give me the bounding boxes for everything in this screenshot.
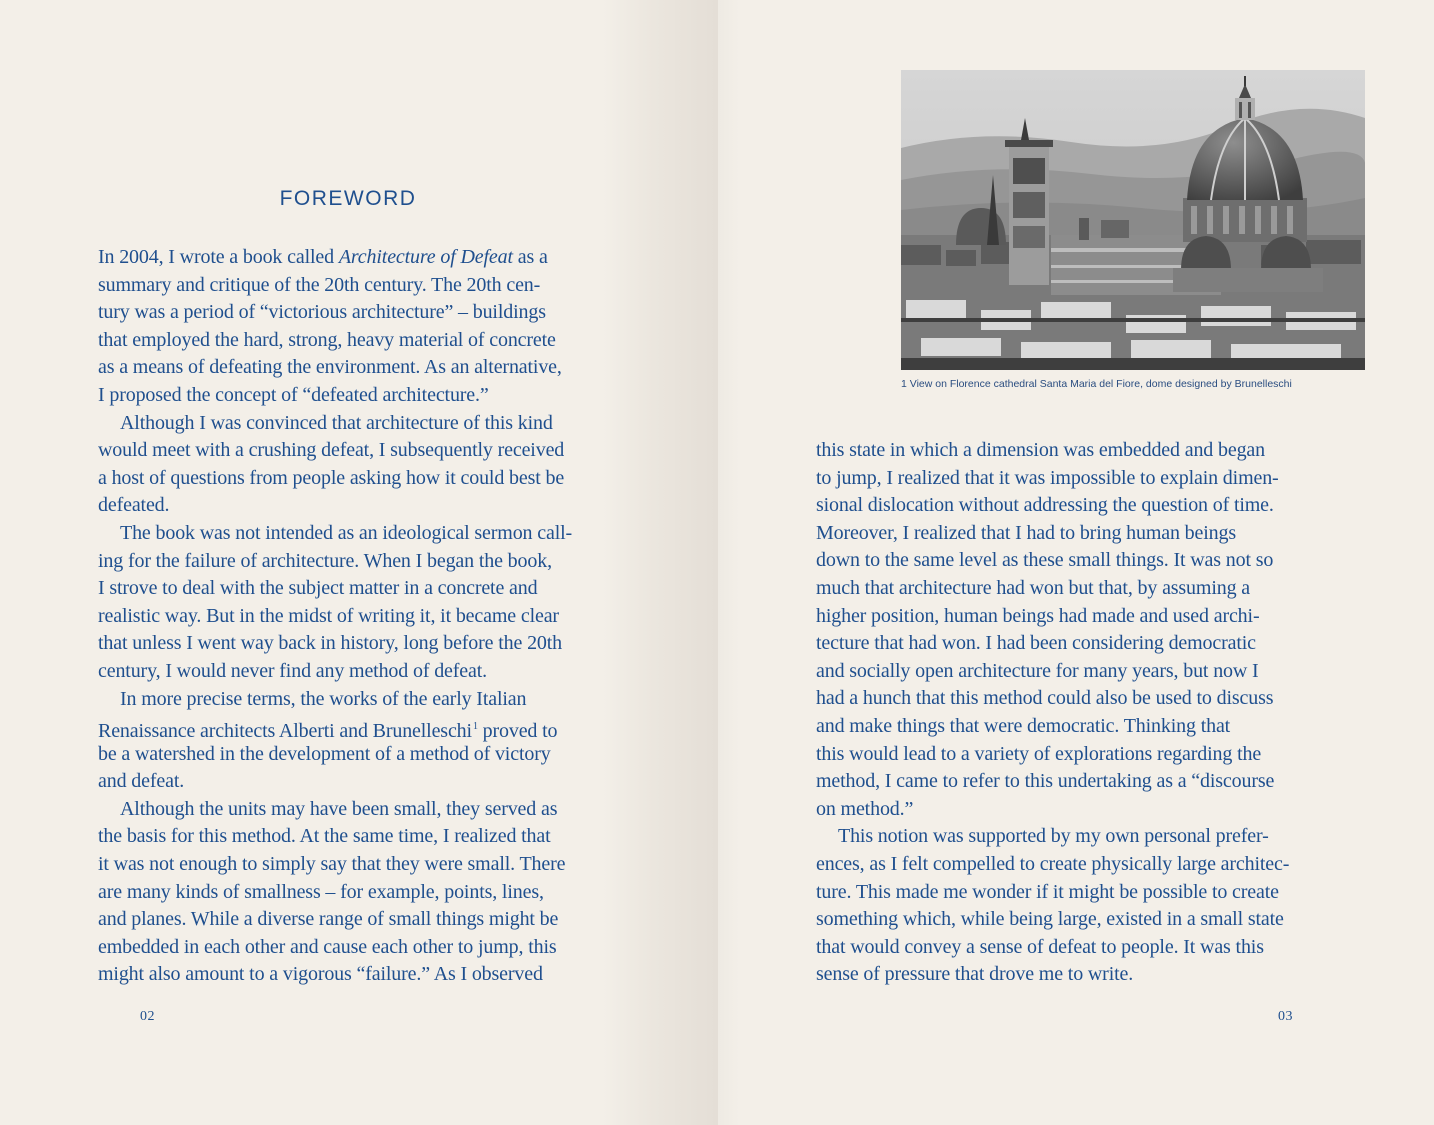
text-line: be a watershed in the development of a method of victory [98, 742, 551, 765]
text-line: and make things that were democratic. Thinking that [816, 714, 1231, 737]
text-line: something which, while being large, existed in a small state [816, 908, 1284, 931]
image-caption: 1 View on Florence cathedral Santa Maria del Fiore, dome designed by Brunelleschi [901, 378, 1292, 390]
florence-cathedral-photo [901, 70, 1365, 370]
text-line: ing for the failure of architecture. When I began the book, [98, 549, 552, 572]
text-line: Although I was convinced that architecture of this kind [120, 411, 553, 434]
text-line: the basis for this method. At the same time, I realized that [98, 825, 551, 848]
text-line: that employed the hard, strong, heavy material of concrete [98, 328, 556, 351]
text-line: down to the same level as these small things. It was not so [816, 549, 1274, 572]
text-line: This notion was supported by my own personal prefer- [838, 825, 1269, 848]
text-line: and planes. While a diverse range of small things might be [98, 908, 559, 931]
text-line [98, 244, 572, 272]
text-line: are many kinds of smallness – for example, points, lines, [98, 880, 544, 903]
text-line: I strove to deal with the subject matter in a concrete and [98, 577, 538, 600]
text-line: as a means of defeating the environment. As an alternative, [98, 356, 562, 379]
text-line: on method.” [816, 797, 914, 820]
text-line: I proposed the concept of “defeated architecture.” [98, 383, 489, 406]
text-line: Moreover, I realized that I had to bring human beings [816, 521, 1236, 544]
text-line: might also amount to a vigorous “failure.” As I observed [98, 963, 543, 986]
text-line: and defeat. [98, 770, 185, 793]
text-line: sional dislocation without addressing the question of time. [816, 494, 1274, 517]
right-body-text [816, 437, 1289, 989]
text-line: and socially open architecture for many years, but now I [816, 659, 1259, 682]
text-line: much that architecture had won but that, by assuming a [816, 576, 1250, 599]
text-line: it was not enough to simply say that they were small. There [98, 853, 566, 876]
text-line: this would lead to a variety of explorations regarding the [816, 742, 1262, 765]
text-line: that unless I went way back in history, long before the 20th [98, 632, 563, 655]
text-line [98, 713, 572, 741]
text-line: summary and critique of the 20th century. The 20th cen- [98, 273, 541, 296]
book-title: Architecture of Defeat [338, 246, 513, 268]
text-fragment: In 2004, I wrote a book called [98, 246, 339, 268]
text-line: In more precise terms, the works of the early Italian [120, 687, 527, 710]
text-line: The book was not intended as an ideological sermon call- [120, 521, 573, 544]
text-line: to jump, I realized that it was impossible to explain dimen- [816, 466, 1279, 489]
text-fragment: proved to [477, 720, 558, 743]
text-line: tecture that had won. I had been considering democratic [816, 632, 1256, 655]
text-line: would meet with a crushing defeat, I subsequently received [98, 439, 565, 462]
text-line: tury was a period of “victorious architecture” – buildings [98, 301, 546, 324]
right-page [718, 0, 1434, 1125]
text-line: realistic way. But in the midst of writing it, it became clear [98, 604, 559, 627]
footnote-marker: 1 [472, 721, 478, 733]
page-number-right: 03 [1278, 1009, 1293, 1024]
text-fragment: as a [512, 246, 548, 268]
text-line: this state in which a dimension was embedded and began [816, 439, 1266, 461]
text-line: had a hunch that this method could also be used to discuss [816, 687, 1274, 710]
text-fragment: Renaissance architects Alberti and Brunelleschi [98, 720, 472, 743]
text-line: higher position, human beings had made and used archi- [816, 604, 1260, 627]
text-line: ture. This made me wonder if it might be possible to create [816, 880, 1279, 903]
text-line: sense of pressure that drove me to write. [816, 963, 1134, 986]
text-line: defeated. [98, 494, 170, 517]
text-line: century, I would never find any method of defeat. [98, 659, 487, 682]
text-line: that would convey a sense of defeat to people. It was this [816, 935, 1264, 958]
text-line: embedded in each other and cause each other to jump, this [98, 935, 557, 958]
text-line: ences, as I felt compelled to create physically large architec- [816, 852, 1290, 875]
page-heading: FOREWORD [279, 187, 417, 210]
text-line: Although the units may have been small, they served as [120, 797, 558, 820]
text-line: method, I came to refer to this undertaking as a “discourse [816, 770, 1275, 793]
text-line: a host of questions from people asking how it could best be [98, 466, 565, 489]
page-number-left: 02 [140, 1009, 155, 1024]
left-body-text [98, 244, 572, 989]
